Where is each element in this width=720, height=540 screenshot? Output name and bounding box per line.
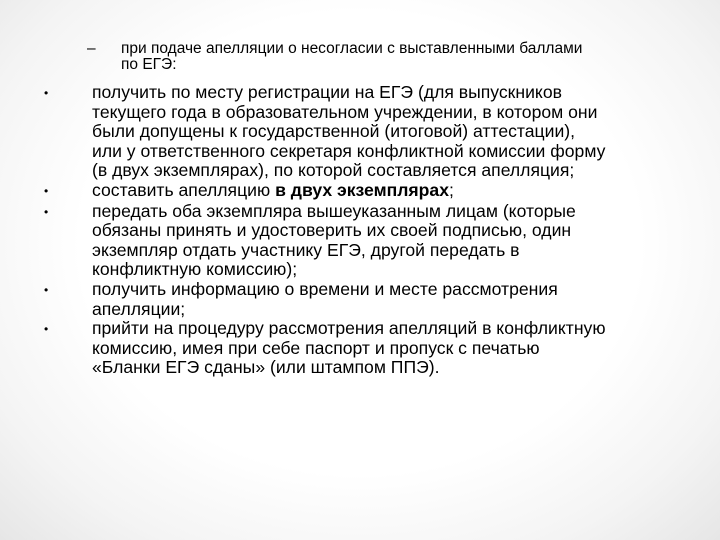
bullet-icon: • — [44, 204, 49, 219]
list-item-text-end: ; — [449, 179, 454, 200]
bullet-icon: • — [44, 282, 49, 297]
list-item-text: получить информацию о времени и месте рассмотрения апелляции; — [92, 278, 558, 319]
list-item — [40, 202, 690, 280]
list-item-text-start: составить апелляцию — [92, 179, 276, 200]
sub-list-item — [74, 41, 684, 73]
sub-item-text: при подаче апелляции о несогласии с выставленными баллами по ЕГЭ: — [121, 40, 583, 73]
bullet-icon: • — [44, 86, 49, 100]
list-item-text — [92, 181, 690, 202]
bullet-list — [40, 83, 690, 378]
bullet-icon: • — [44, 322, 49, 337]
list-item-text: прийти на процедуру рассмотрения апелляций в конфликтную комиссию, имея при себе паспорт и пропуск с печатью «Бланки ЕГЭ сданы» (или штампом ППЭ). — [92, 318, 606, 378]
list-item-text: получить по месту регистрации на ЕГЭ (для выпускников текущего года в образовательном учреждении, в котором они были допущены к государственной (итоговой) аттестации), или у ответственного секретаря конфликтной комиссии форму (в двух экземплярах), по которой составляется апелляция; — [92, 82, 606, 181]
list-item — [40, 280, 690, 319]
dash-marker: – — [87, 40, 96, 57]
list-item — [40, 181, 690, 202]
list-item-text: передать оба экземпляра вышеуказанным лицам (которые обязаны принять и удостоверить их своей подписью, один экземпляр отдать участнику ЕГЭ, другой передать в конфликтную комиссию); — [92, 200, 576, 280]
bullet-icon: • — [44, 183, 49, 198]
emphasis-text: в двух экземплярах — [275, 179, 449, 200]
list-item — [40, 319, 690, 378]
list-item — [40, 83, 690, 181]
